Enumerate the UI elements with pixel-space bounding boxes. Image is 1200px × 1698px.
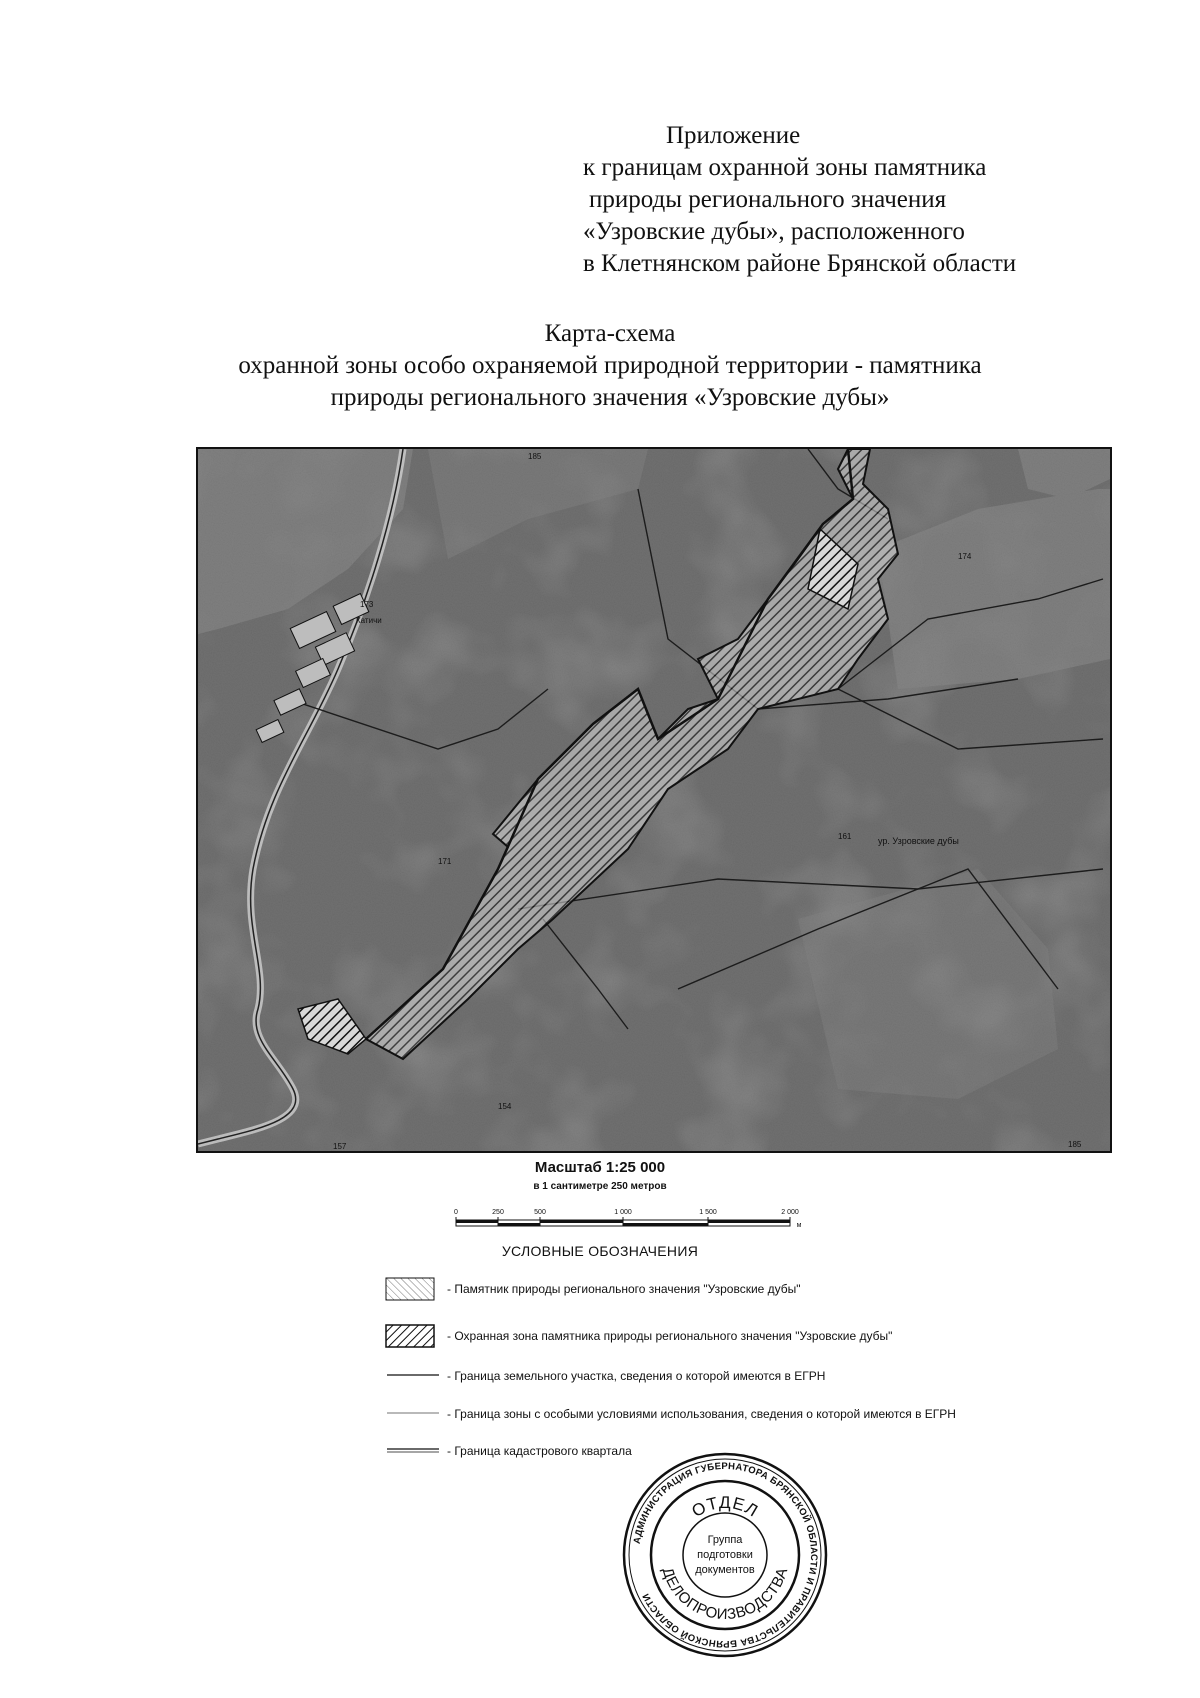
legend-item-monument	[385, 1277, 1165, 1307]
thin-line-swatch	[385, 1402, 441, 1422]
stamp-outer-text: АДМИНИСТРАЦИЯ ГУБЕРНАТОРА БРЯНСКОЙ ОБЛАСТИ И ПРАВИТЕЛЬСТВА БРЯНСКОЙ ОБЛАСТИ	[631, 1460, 820, 1650]
map-label: 174	[958, 552, 972, 561]
legend-title: УСЛОВНЫЕ ОБОЗНАЧЕНИЯ	[501, 1243, 699, 1259]
map-drawing	[198, 449, 1110, 1151]
map-label: 161	[838, 832, 852, 841]
appendix-line: природы регионального значения	[589, 186, 947, 213]
appendix-line: «Узровские дубы», расположенного	[583, 218, 965, 245]
map-label: 154	[498, 1102, 512, 1111]
settlement-label: Катичи	[356, 616, 382, 625]
stamp-center-line: документов	[695, 1564, 755, 1576]
legend-label: - Граница кадастрового квартала	[447, 1444, 632, 1458]
map-title-line: природы регионального значения «Узровские дубы»	[330, 384, 890, 411]
scale-unit: м	[796, 1222, 802, 1229]
svg-text:ОТДЕЛ	[689, 1493, 762, 1521]
stamp-ring-bottom: ДЕЛОПРОИЗВОДСТВА	[658, 1565, 792, 1624]
appendix-header	[583, 120, 1103, 280]
map-label: 171	[438, 857, 452, 866]
map-label: 157	[333, 1142, 347, 1151]
stamp-center-line: Группа	[707, 1534, 743, 1546]
map-label: 185	[528, 452, 542, 461]
appendix-line: к границам охранной зоны памятника	[583, 154, 987, 181]
legend-item-protection-zone	[385, 1324, 1165, 1354]
dense-hatch-swatch	[385, 1324, 437, 1350]
scale-tick-label: 0	[454, 1209, 458, 1216]
official-stamp	[620, 1450, 830, 1660]
map-scheme	[196, 447, 1112, 1153]
solid-line-swatch	[385, 1364, 441, 1384]
scale-tick-label: 250	[492, 1209, 504, 1216]
scale-subtitle: в 1 сантиметре 250 метров	[533, 1181, 667, 1192]
scale-title: Масштаб 1:25 000	[534, 1159, 666, 1176]
legend-item-land-plot-boundary	[385, 1364, 1165, 1394]
scale-tick-label: 500	[534, 1209, 546, 1216]
map-title-line: Карта-схема	[544, 320, 676, 347]
legend-item-special-zone-boundary	[385, 1402, 1165, 1432]
light-hatch-swatch	[385, 1277, 437, 1303]
double-line-swatch	[385, 1439, 441, 1459]
scale-bar	[448, 1204, 878, 1240]
map-title	[180, 318, 1040, 414]
appendix-line: в Клетнянском районе Брянской области	[583, 250, 1017, 277]
scale-tick-label: 1 000	[614, 1209, 632, 1216]
area-label: ур. Узровские дубы	[878, 836, 959, 846]
map-title-line: охранной зоны особо охраняемой природной территории - памятника	[238, 352, 982, 379]
appendix-title: Приложение	[666, 122, 801, 149]
stamp-ring-top: ОТДЕЛ	[688, 1492, 762, 1522]
legend-label: - Граница зоны с особыми условиями использования, сведения о которой имеются в ЕГРН	[447, 1407, 956, 1421]
stamp-center-line: подготовки	[697, 1549, 753, 1561]
legend-label: - Граница земельного участка, сведения о которой имеются в ЕГРН	[447, 1369, 826, 1383]
scale-tick-label: 2 000	[781, 1209, 799, 1216]
legend-label: - Охранная зона памятника природы регионального значения "Узровские дубы"	[447, 1329, 893, 1343]
map-label: 173	[360, 600, 374, 609]
scale-tick-label: 1 500	[699, 1209, 717, 1216]
map-label: 185	[1068, 1140, 1082, 1149]
legend-label: - Памятник природы регионального значения "Узровские дубы"	[447, 1282, 801, 1296]
